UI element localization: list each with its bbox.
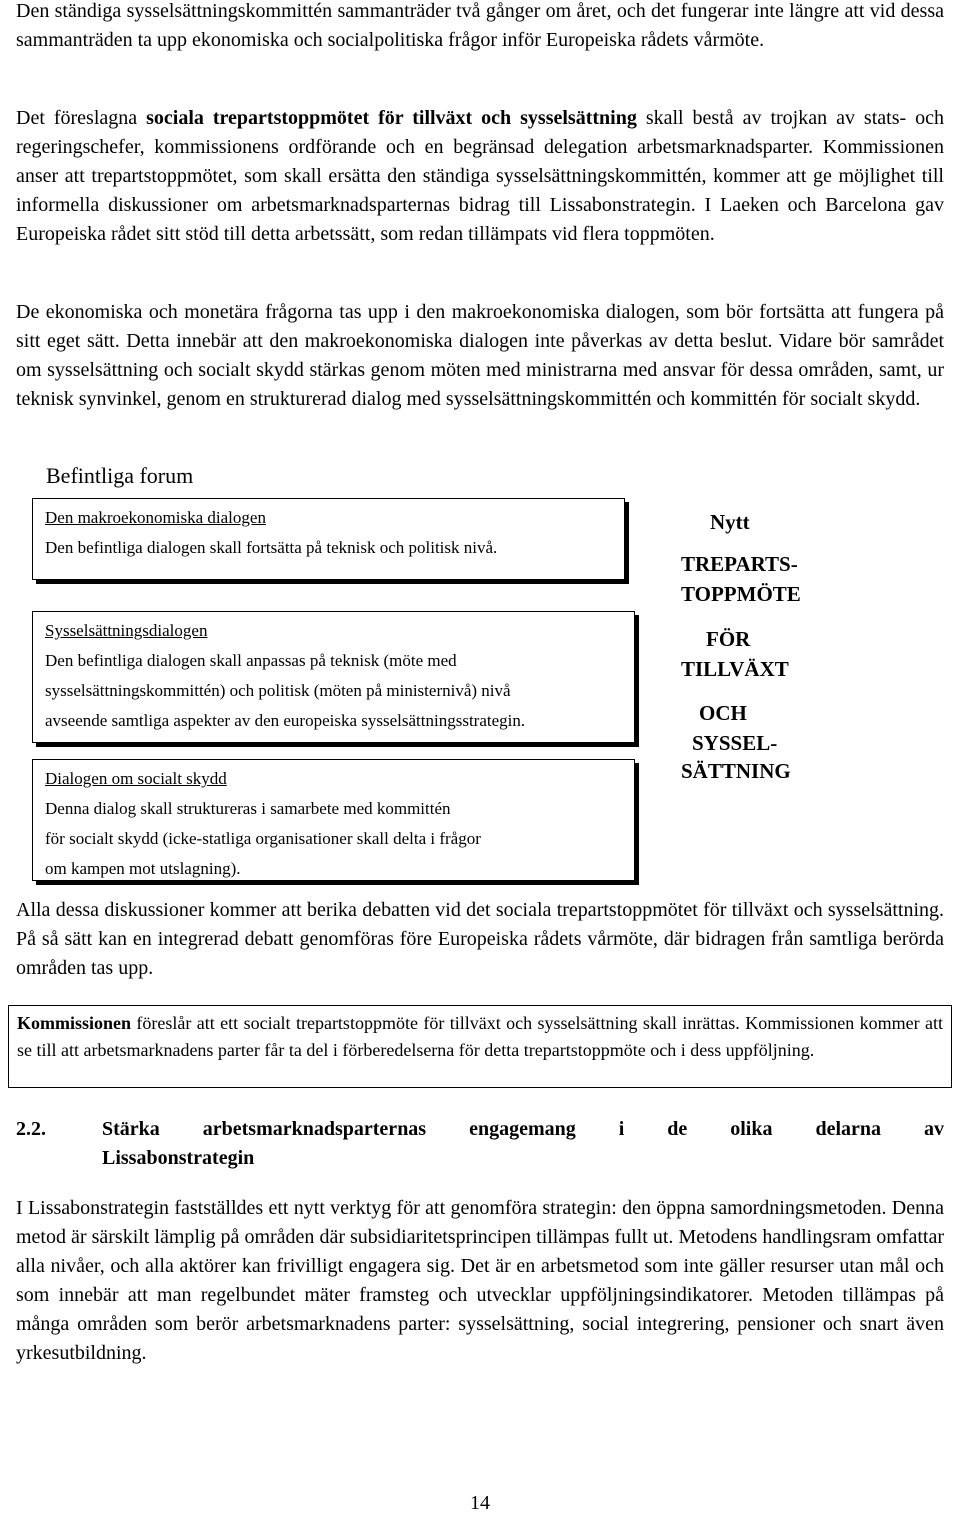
section-number: 2.2. bbox=[16, 1118, 46, 1140]
summit-line: SYSSEL- bbox=[692, 731, 778, 755]
section-title-line1: Stärka arbetsmarknadsparternas engagemang i de olika delarna av bbox=[102, 1118, 944, 1140]
forum-box-social bbox=[32, 759, 635, 881]
forum-box-macro bbox=[32, 498, 625, 580]
diagram-title: Befintliga forum bbox=[46, 463, 194, 488]
page-number: 14 bbox=[470, 1492, 490, 1514]
summit-line: OCH bbox=[699, 701, 747, 725]
paragraph-1: Den ständiga sysselsättningskommittén sammanträder två gånger om året, och det fungerar inte längre att vid dessa sammanträden ta upp ekonomiska och socialpolitiska frågor inför Europeiska rådets vårmöte. bbox=[16, 0, 944, 51]
summit-line: TILLVÄXT bbox=[681, 657, 789, 681]
summit-line: TOPPMÖTE bbox=[681, 582, 801, 606]
forum-box-employment-line: avseende samtliga aspekter av den europeiska sysselsättningsstrategin. bbox=[45, 711, 526, 730]
paragraph-2 bbox=[16, 104, 944, 249]
forum-box-social-line: för socialt skydd (icke-statliga organisationer skall delta i frågor bbox=[45, 829, 481, 848]
proposal-box bbox=[8, 1005, 952, 1088]
forum-box-employment-line: sysselsättningskommittén) och politisk (möten på ministernivå) nivå bbox=[45, 681, 511, 700]
paragraph-2-rest: skall bestå av trojkan av stats- och regeringschefer, kommissionens ordförande och en begränsad delegation arbetsmarknadsparter. Kommissionen anser att trepartstoppmötet, som skall ersätta den ständiga sysselsättningskommittén, kommer att ge möjlighet till informella diskussioner om arbetsmarknadsparternas bidrag till Lissabonstrategin. I Laeken och Barcelona gav Europeiska rådet sitt stöd till detta arbetssätt, som redan tillämpats vid flera toppmöten. bbox=[16, 107, 944, 245]
forum-box-macro-line: Den befintliga dialogen skall fortsätta på teknisk och politisk nivå. bbox=[45, 538, 498, 557]
forum-box-social-line: Denna dialog skall struktureras i samarbete med kommittén bbox=[45, 799, 451, 818]
section-title-line2: Lissabonstrategin bbox=[102, 1147, 255, 1169]
forum-box-macro-head: Den makroekonomiska dialogen bbox=[45, 508, 266, 527]
paragraph-5: I Lissabonstrategin fastställdes ett nytt verktyg för att genomföra strategin: den öppna samordningsmetoden. Denna metod är särskilt lämplig på områden där subsidiaritetsprincipen tillämpas fullt ut. Metodens handlingsram omfattar alla nivåer, och alla aktörer kan frivilligt engagera sig. Det är en arbetsmetod som inte gäller resurser utan mål och som innebär att man regelbundet mäter framsteg och utvecklar uppföljningsindikatorer. Metoden tillämpas på många områden som berör arbetsmarknadens parter: sysselsättning, social integrering, pensioner och snart även yrkesutbildning. bbox=[16, 1197, 944, 1364]
forum-box-social-head: Dialogen om socialt skydd bbox=[45, 769, 227, 788]
forum-box-employment bbox=[32, 611, 635, 743]
new-label: Nytt bbox=[710, 510, 750, 534]
summit-line: TREPARTS- bbox=[681, 552, 798, 576]
summit-line: SÄTTNING bbox=[681, 759, 791, 783]
forum-box-employment-line: Den befintliga dialogen skall anpassas på teknisk (möte med bbox=[45, 651, 457, 670]
proposal-box-text: föreslår att ett socialt trepartstoppmöte för tillväxt och sysselsättning skall inrättas. Kommissionen kommer att se till att arbetsmarknadens parter får ta del i förberedelserna för detta trepartstoppmöte och i dess uppföljning. bbox=[17, 1013, 943, 1060]
paragraph-3: De ekonomiska och monetära frågorna tas upp i den makroekonomiska dialogen, som bör fortsätta att fungera på sitt eget sätt. Detta innebär att den makroekonomiska dialogen inte påverkas av detta beslut. Vidare bör samrådet om sysselsättning och socialt skydd stärkas genom möten med ministrarna med ansvar för dessa områden, samt, ur teknisk synvinkel, genom en strukturerad dialog med sysselsättningskommittén och kommittén för socialt skydd. bbox=[16, 301, 944, 410]
forum-box-social-line: om kampen mot utslagning). bbox=[45, 859, 241, 878]
paragraph-2-emphasis: sociala trepartstoppmötet för tillväxt och sysselsättning bbox=[146, 107, 637, 129]
paragraph-4: Alla dessa diskussioner kommer att berika debatten vid det sociala trepartstoppmötet för tillväxt och sysselsättning. På så sätt kan en integrerad debatt genomföras före Europeiska rådets vårmöte, där bidragen från samtliga berörda områden tas upp. bbox=[16, 899, 944, 979]
summit-line: FÖR bbox=[706, 627, 751, 651]
paragraph-2-start: Det föreslagna bbox=[16, 107, 147, 129]
proposal-box-emphasis: Kommissionen bbox=[17, 1013, 132, 1033]
forum-box-employment-head: Sysselsättningsdialogen bbox=[45, 621, 208, 640]
